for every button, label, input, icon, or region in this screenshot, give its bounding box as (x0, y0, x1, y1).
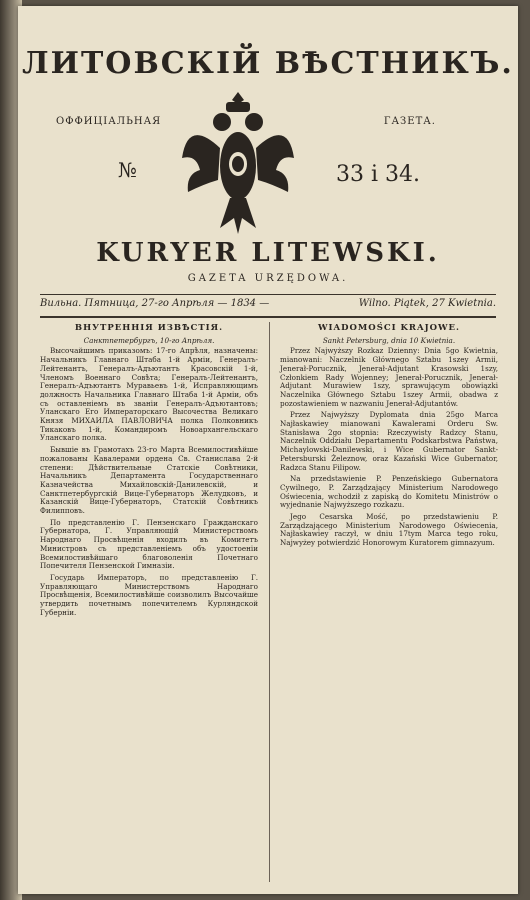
right-paragraph: Przez Najwyższy Rozkaz Dzienny: Dnia 5go Kwietnia, mianowani: Naczelnik Głównego Sztabu 1szey Armii, Jenerał-Porucznik, Jenerał-Adjutant Krasowski 1szy, Członkiem Rady Wojenney; Jenerał-Porucznik, Jenerał-Adjutant Murawiew 1szy, sprawującym obowiązki Naczelnika Głównego Sztabu 1szey Armii, obadwa z pozostawieniem w nazwaniu Jenerał-Adjutantów. (280, 346, 498, 408)
masthead-rule-top (40, 294, 496, 295)
masthead-subtitle-right: ГАЗЕТА. (383, 116, 436, 127)
issue-number-label: № (118, 158, 137, 182)
right-paragraph: Jego Cesarska Mość, po przedstawieniu P. Zarządzającego Ministerium Narodowego Oświecenia, Najłaskawiey raczył, w dniu 17tym Marca tego roku, Najwyżey potwierdzić Honorowym Kuratorem gimnazyum. (280, 512, 498, 548)
issue-number-value: 33 і 34. (336, 162, 421, 187)
left-paragraph: Высочайшимъ приказомъ: 17-го Апрѣля, назначены: Начальникъ Главнаго Штаба 1-й Арміи, Генералъ-Лейтенантъ, Генералъ-Адъютантъ Красовскій 1-й, Членомъ Военнаго Совѣта; Генералъ-Лейтенантъ, Генералъ-Адъютантъ Муравьевъ 1-й, Исправляющимъ должность Начальника Главнаго Штаба 1-й Арміи, объ съ оставленіемъ въ званіи Генералъ-Адъютантовъ; Уланскаго Его Императорскаго Высочества Великаго Князя МИХАИЛА ПАВЛОВИЧА полка Полковникъ Тикаковъ 1-й, Командиромъ Новоархангельскаго Уланскаго полка. (40, 346, 258, 443)
left-paragraph: Государь Императоръ, по представленію Г. Управляющаго Министерствомъ Народнаго Просвѣщенія, Всемилостивѣйше соизволилъ Высочайше утвердить почетнымъ попечителемъ Курляндской Губерніи. (40, 572, 258, 617)
right-column (280, 324, 498, 551)
masthead-rule-bottom (40, 316, 496, 318)
left-column (40, 324, 258, 621)
column-divider (269, 322, 270, 882)
masthead-title-polish: KURYER LITEWSKI. (96, 238, 440, 268)
masthead-subtitle-polish: GAZETA URZĘDOWA. (187, 273, 349, 284)
left-column-heading: ВНУТРЕННІЯ ИЗВѢСТІЯ. (74, 323, 224, 333)
left-column-dateheading: Санктпетербургъ, 10-го Апрѣля. (83, 335, 215, 345)
right-column-dateheading: Sankt Petersburg, dnia 10 Kwietnia. (322, 335, 456, 345)
right-paragraph: Na przedstawienie P. Penzeńskiego Gubernatora Cywilnego, P. Zarządzający Ministerium Narodowego Oświecenia, wchodził z zapiską do Komitetu Ministrów o wyjednanie Najwyższego rozkazu. (280, 474, 498, 510)
right-paragraph: Przez Najwyższy Dyplomata dnia 25go Marca Najłaskawiey mianowani Kawalerami Orderu Sw. Stanisława 2go stopnia: Rzeczywisty Radzcy Stanu, Naczelnik Oddziału Departamentu Podskarbstwa Państwa, Michaylowski-Danilewski, i Wice Gubernator Sankt-Petersburski Żeleznow, oraz Kazański Wice Gubernator, Radzca Stanu Filipow. (280, 410, 498, 472)
left-paragraph: По представленію Г. Пензенскаго Гражданскаго Губернатора, Г. Управляющій Министерствомъ Народнаго Просвѣщенія входилъ въ Комитетъ Министровъ съ представленіемъ объ удостоеніи Всемилостивѣйшаго благоволенія Почетнаго Попечителя Пензенской Гимназіи. (40, 517, 258, 571)
dateline-russian: Вильна. Пятница, 27-го Апрѣля — 1834 — (40, 298, 270, 309)
dateline-polish: Wilno. Piątek, 27 Kwietnia. (358, 298, 496, 309)
double-headed-eagle-emblem (178, 88, 298, 238)
masthead-subtitle-left: ОФФИЦІАЛЬНАЯ (56, 116, 162, 127)
left-paragraph: Бывшіе въ Грамотахъ 23-го Марта Всемилостивѣйше пожалованы Кавалерами ордена Св. Станислава 2-й степени: Дѣйствительные Статскіе Совѣтники, Начальникъ Департамента Государственнаго Казначейства Михайловскій-Данилевскій, и Санктпетербургскій Вице-Губернаторъ Желудковъ, и Казанскій Вице-Губернаторъ, Статскій Совѣтникъ Филипповъ. (40, 445, 258, 516)
right-column-heading: WIADOMOŚCI KRAJOWE. (317, 323, 460, 333)
newspaper-page (18, 6, 518, 894)
dateline (40, 298, 496, 309)
masthead-title-russian: ЛИТОВСКІЙ ВѢСТНИКЪ. (22, 46, 514, 81)
